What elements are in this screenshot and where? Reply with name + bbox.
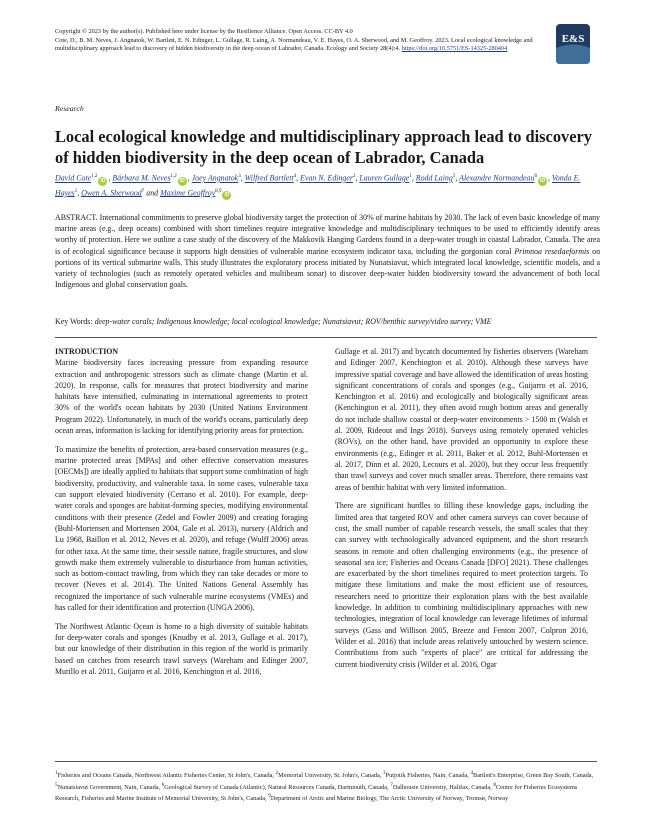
affiliation-number: 4 (470, 770, 474, 776)
orcid-icon[interactable]: iD (179, 177, 185, 184)
affiliation-text: Geological Survey of Canada (Atlantic), Natural Resources Canada, Dartmouth, Canada, (164, 783, 391, 791)
abstract-text: International commitments to preserve global biodiversity target the protection of 30% of marine habitats by 2030. The lack of even basic knowledge of many marine areas (e.g., deep oceans) combined with short timelines require integrative knowledge and multidisciplinary techniques to be used to efficiently identify areas worthy of protection. Here we outline a case study of the discovery of the Makkovik Hanging Gardens found in a deep-water trough in coastal Labrador, Canada. The area is of ecological significance because it supports high densities of vulnerable marine ecosystem indicator taxa, including the gorgonian coral (55, 213, 600, 256)
author-name[interactable]: Vonda E. Hayes (55, 173, 581, 198)
affiliation-number: 3 (382, 770, 386, 776)
es-logo (555, 24, 591, 64)
column-right (335, 346, 588, 677)
author-affiliation: 3 (238, 174, 241, 179)
citation-line (55, 37, 533, 54)
author-name[interactable]: Bárbara M. Neves (112, 173, 171, 183)
author-affiliation: 2 (352, 174, 356, 179)
section-heading: INTRODUCTION (55, 347, 119, 356)
divider (55, 337, 597, 338)
affiliation-number: 5 (55, 781, 58, 788)
body-paragraph: Gullage et al. 2017) and bycatch documented by fisheries observers (Wareham and Edinger 2007, Kenchington et al. 2010). Although these surveys have impressive spatial coverage and have allowed the identification of areas hosting significant concentrations of corals and sponges (e.g., Guijarro et al. 2016, Kenchington et al. 2016) and ecologically and biologically significant areas (Kenchington et al. 2011), they often avoid rough bottom areas and generally do not include shallow coastal or deep-water environments > 1500 m (Walsh et al. 2009, Rideout and Ings 2018). Surveys using remotely operated vehicles (ROVs), on the other hand, have provided an opportunity to explore these environments (e.g., Edinger et al. 2011, Baker et al. 2012, Buhl-Mortensen et al. 2017, Dinn et al. 2020, Lecours et al. 2020), but they occur less frequently than trawl surveys and cover much smaller areas. Therefore, there remains vast areas of benthic habitat with very limited information. (335, 347, 588, 492)
author-name[interactable]: Wilfred Bartlett (244, 173, 294, 183)
abstract-text-end: on portions of its vertical submarine walls. This study illustrates the exploratory process initiated by Nunatsiavut, which integrated local knowledge, scientific models, and a variety of technologies (such as remotely operated vehicles and multibeam sonar) to discover deep-water hidden biodiversity toward the advancement of both local Indigenous and global conservation goals. (55, 246, 601, 290)
author-name[interactable]: Owen A. Sherwood (81, 188, 142, 198)
author-affiliation: 8,9 (215, 188, 222, 194)
body-paragraph: The Northwest Atlantic Ocean is home to a high diversity of suitable habitats for deep-water corals and sponges (Knudby et al. 2013, Gullage et al. 2017), but our knowledge of their distribution in this region of the world is primarily based on catches from research trawl surveys (Wareham and Edinger 2007, Murillo et al. 2011, Guijarro et al. 2016, Kenchington et al. 2016, (55, 621, 308, 677)
author-name[interactable]: Alexandre Normandeau (459, 173, 535, 183)
author-name[interactable]: Evan N. Edinger (300, 173, 353, 183)
author-list: David Cote$^{1,2}$iD , Bárbara M. Neves$^{1,2}$iD , Joey Angnatok$^3$, Wilfred Bartlett$^4$, Evan N. Edinger$^2$, Lauren Gullage$^1$, Rodd Laing$^5$, Alexandre Normandeau$^6$iD , Vonda E. Hayes$^1$, Owen A. Sherwood$^7$ and Maxime Geoffroy$^{8,9}$iD (55, 173, 581, 199)
affiliation-number: 7 (390, 781, 393, 788)
author-affiliation: 1,2 (170, 174, 177, 179)
author-affiliation: 1,2 (91, 174, 98, 179)
citation-text: Cote, D., B. M. Neves, J. Angnatok, W. Bartlett, E. N. Edinger, L. Gullage, R. Laing, A. Normandeau, V. E. Hayes, O. A. Sherwood, and M. Geoffroy. 2023. Local ecological knowledge and multidisciplinary approach lead to discovery of hidden biodiversity in the deep ocean of Labrador, Canada. Ecology and Society 28(4):4. (55, 36, 533, 53)
author-affiliation: 5 (452, 174, 456, 179)
author-name[interactable]: Maxime Geoffroy (160, 188, 216, 198)
author-name[interactable]: David Cote (55, 173, 92, 183)
divider (55, 761, 597, 762)
orcid-icon[interactable]: iD (224, 192, 230, 199)
affiliation-number: 1 (55, 770, 58, 776)
author-name[interactable]: Lauren Gullage (359, 173, 410, 183)
affiliation-text: Memorial University, St. John's, Canada, (278, 772, 383, 780)
copyright-block (55, 28, 533, 54)
abstract-label: ABSTRACT. (55, 213, 98, 222)
keywords (55, 316, 600, 327)
author-affiliation: 6 (534, 174, 537, 179)
es-logo-text: E&S (561, 33, 585, 45)
affiliation-text: Dalhousie University, Halifax, Canada, (392, 783, 494, 791)
author-affiliation: 1 (409, 174, 412, 179)
affiliation-number: 2 (275, 770, 279, 776)
author-connector: and (146, 188, 159, 198)
doi-link[interactable]: https://doi.org/10.5751/ES-14325-280404 (401, 45, 508, 53)
affiliation-text: Centre for Fisheries Ecosystems Research, Fisheries and Marine Institute of Memorial University, St John's, Canada, (55, 783, 578, 803)
author-name[interactable]: Rodd Laing (415, 173, 453, 183)
affiliation-number: 8 (493, 781, 496, 788)
orcid-icon[interactable]: iD (539, 177, 545, 184)
affiliation-text: Nunatsiavut Government, Nain, Canada, (57, 783, 162, 791)
author-affiliation: 4 (293, 174, 297, 179)
body-paragraph: To maximize the benefits of protection, area-based conservation measures (e.g., marine protected areas [MPAs] and other effective conservation measures [OECMs]) are ideally applied to habitats that support some combination of high biodiversity, productivity, and vulnerable taxa. In some cases, vulnerable taxa can support elevated biodiversity (Cerrano et al. 2010). For example, deep-water corals and sponges are habitat-forming species, modifying environmental conditions with their presence (Zedel and Fowler 2009) and creating foraging (Buhl-Mortensen and Mortensen 2004, Gale et al. 2013), nursery (Aldrich and Lu 1968, Baillon et al. 2012, Neves et al. 2020), and refuge (Wulff 2006) areas for other taxa. At the same time, their sessile nature, fragile structures, and slow growth make them extremely vulnerable to disturbance from human activities, such as bottom-contact trawling, from which they can take decades or more to recover (Neves et al. 2014). The United Nations General Assembly has recognized the importance of such vulnerable marine ecosystems (VMEs) and has called for their identification and protection (UNGA 2006). (55, 444, 308, 613)
author-affiliation: 1 (74, 188, 78, 194)
affiliation-number: 9 (268, 793, 271, 799)
affiliations (55, 769, 597, 804)
article-title: Local ecological knowledge and multidisciplinary approach lead to discovery of hidden biodiversity in the deep ocean of Labrador, Canada (55, 127, 592, 167)
abstract (55, 212, 600, 290)
affiliation-text: Fisheries and Oceans Canada, Northwest Atlantic Fisheries Center, St John's, Canada, (57, 772, 276, 780)
affiliation-text: Department of Arctic and Marine Biology, The Arctic University of Norway, Tromsø, Norway (270, 795, 509, 803)
section-label: Research (55, 104, 84, 113)
affiliation-text: Bartlett's Enterprise, Green Bay South, Canada, (473, 772, 594, 780)
copyright-line: Copyright © 2023 by the author(s). Published here under license by the Resilience Alliance. Open Access. CC-BY 4.0 (55, 28, 353, 35)
keywords-value: deep-water corals; Indigenous knowledge; local ecological knowledge; Nunatsiavut; ROV/benthic survey/video survey; VME (94, 317, 492, 326)
keywords-label: Key Words: (55, 317, 93, 326)
orcid-icon[interactable]: iD (100, 177, 106, 184)
author-affiliation: 7 (141, 188, 145, 194)
author-name[interactable]: Joey Angnatok (191, 173, 239, 183)
body-paragraph: There are significant hurdles to filling these knowledge gaps, including the limited area that targeted ROV and other camera surveys can cover because of cost, the small number of capable research vessels, the small scales that they can survey with technologically advanced equipment, and the short research seasons in remote and often challenging environments (e.g., the presence of seasonal sea ice; Fisheries and Oceans Canada [DFO] 2021). These challenges are exacerbated by the short timelines required to meet protection targets. To mitigate these limitations and make the most efficient use of resources, researchers need to prioritize their exploration plans with the best available knowledge. In addition to combining multidisciplinary approaches with new technologies, integration of local knowledge can leverage lifetimes of informal surveys (Gass and Willison 2005, Breeze and Fenton 2007, Colpron 2016, Wilder et al. 2016) that include areas relatively untouched by western science. Contributions from such "experts of place" are critical for addressing the current biodiversity crisis (Wilder et al. 2016, Ogar (335, 501, 588, 669)
affiliation-number: 6 (161, 781, 165, 788)
body-paragraph: Marine biodiversity faces increasing pressure from expanding resource extraction and anthropogenic stressors such as climate change (Martin et al. 2020). In response, calls for measures that protect biodiversity and marine habitats have intensified, culminating in international agreements to protect 30% of the world's ocean habitats by 2030 (United Nations Environment Program 2022). Unfortunately, in much of the world's oceans, particularly deep ocean areas, information is lacking for identifying priority areas for protection. (55, 358, 308, 436)
species-name: Primnoa resedaeformis (514, 246, 590, 256)
column-left (55, 346, 308, 685)
affiliation-text: Putjotik Fisheries, Nain, Canada, (385, 772, 471, 780)
